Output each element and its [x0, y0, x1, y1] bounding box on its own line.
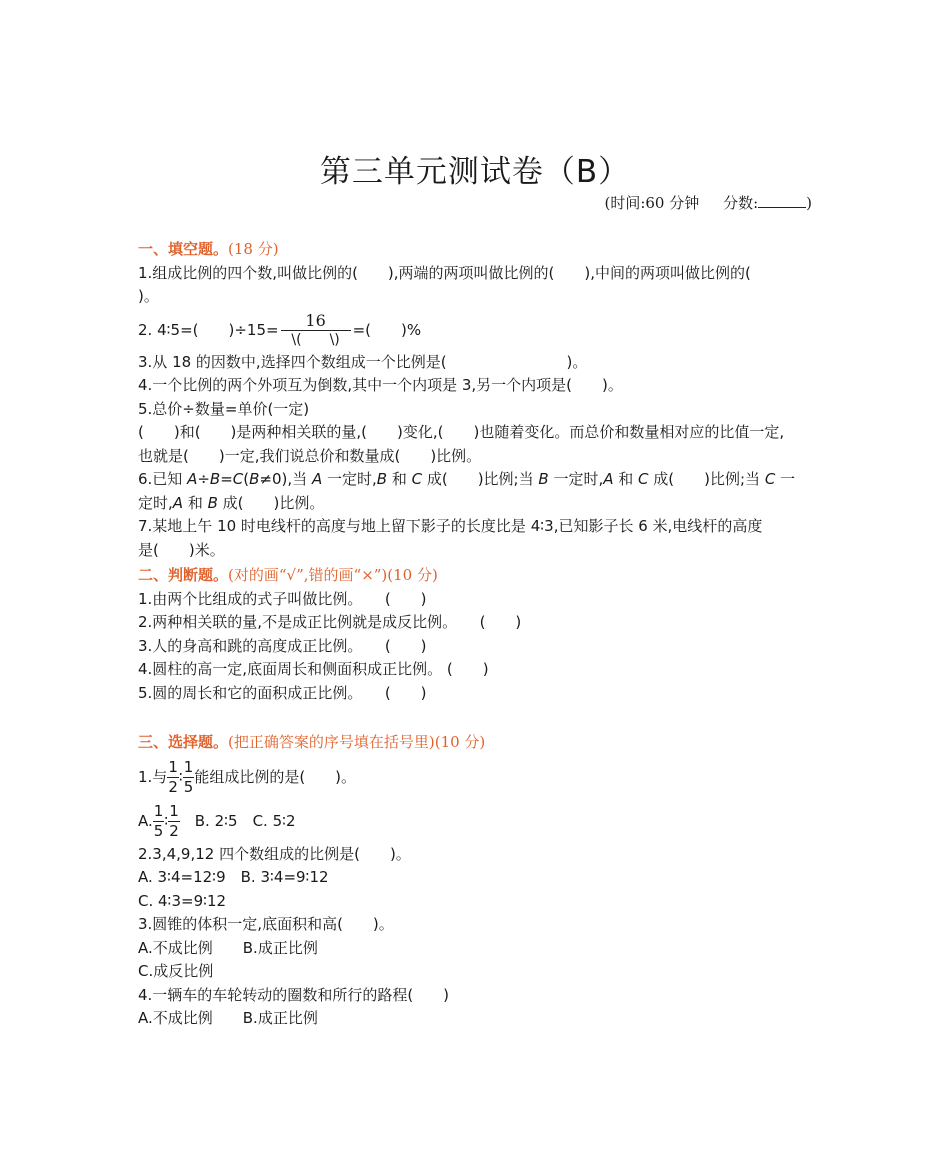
fraction-numerator: 1: [169, 801, 179, 820]
q6-var: B: [376, 470, 388, 488]
q6-var: C: [411, 470, 423, 488]
fraction-denominator: 2: [169, 821, 179, 840]
question-3-1-options: [138, 799, 818, 843]
exam-meta: [604, 192, 812, 213]
question-3-3-options-ab: A.不成比例 B.成正比例: [138, 938, 318, 957]
q3-1-prefix: 1.与: [138, 767, 168, 786]
q6-var: A: [603, 470, 614, 488]
fraction-numerator: 1: [153, 801, 164, 820]
question-1-5b: ( )和( )是两种相关联的量,( )变化,( )也随着变化。而总价和数量相对应的比值一定,: [138, 423, 785, 441]
question-3-2-options-ab: A. 3∶4=12∶9 B. 3∶4=9∶12: [138, 868, 329, 886]
section-title: 三、选择题。: [138, 733, 229, 751]
question-2-4: 4.圆柱的高一定,底面周长和侧面积成正比例。 ( ): [138, 660, 489, 678]
fraction-half: [167, 758, 179, 797]
page-title: 第三单元测试卷（B）: [319, 154, 631, 190]
question-1-1a: 1.组成比例的四个数,叫做比例的( ),两端的两项叫做比例的( ),中间的两项叫做比例的(: [138, 263, 751, 282]
q6-var: C: [638, 470, 649, 488]
q3-1-suffix: 能组成比例的是( )。: [194, 767, 357, 786]
q6-text: 和: [387, 470, 412, 488]
question-3-3-option-c: C.成反比例: [138, 962, 214, 980]
q6-text: 一定时,: [548, 470, 604, 488]
q6-text: (: [243, 470, 250, 488]
q6-text: 和: [183, 493, 208, 512]
q6-text: 一: [775, 470, 796, 488]
q6-text: 成( )比例;当: [422, 470, 539, 488]
q6-text: 6.已知: [138, 470, 188, 488]
question-1-5a: 5.总价÷数量=单价(一定): [138, 399, 310, 418]
score-blank[interactable]: [758, 193, 806, 208]
section-note: (对的画“√”,错的画“×”)(10 分): [228, 566, 438, 584]
question-1-3: 3.从 18 的因数中,选择四个数组成一个比例是( )。: [138, 352, 588, 371]
q6-var: C: [764, 470, 776, 488]
exam-content: [138, 236, 818, 1031]
section-note: (18 分): [228, 240, 279, 258]
q6-text: 成( )比例;当: [648, 470, 765, 488]
question-3-2-option-c: C. 4∶3=9∶12: [138, 891, 227, 910]
section-heading-multiple-choice: [138, 731, 818, 755]
q6-var: A: [311, 470, 323, 488]
question-1-7a: 7.某地上午 10 时电线杆的高度与地上留下影子的长度比是 4∶3,已知影子长 6 米,电线杆的高度: [138, 517, 763, 535]
question-2-2: 2.两种相关联的量,不是成正比例就是成反比例。 ( ): [138, 613, 522, 631]
question-1-1b: )。: [138, 287, 159, 305]
q6-text: 定时,: [138, 493, 173, 512]
score-label: 分数:: [723, 194, 759, 212]
ratio-colon: ∶: [164, 811, 169, 830]
fraction-denominator: 2: [168, 777, 178, 796]
question-1-4: 4.一个比例的两个外项互为倒数,其中一个内项是 3,另一个内项是( )。: [138, 376, 623, 394]
fraction-numerator: 1: [183, 757, 194, 776]
q2-fraction: [281, 311, 351, 350]
option-a-label: A.: [138, 811, 153, 830]
q6-text: 成( )比例。: [217, 493, 325, 512]
question-3-4-options-ab: A.不成比例 B.成正比例: [138, 1009, 318, 1027]
time-limit: (时间:60 分钟: [604, 194, 700, 212]
question-3-3: 3.圆锥的体积一定,底面积和高( )。: [138, 915, 394, 933]
q2-fraction-numerator: 16: [281, 311, 351, 331]
option-a-fraction-1: [153, 802, 165, 841]
question-1-7b: 是( )米。: [138, 540, 225, 559]
question-2-3: 3.人的身高和跳的高度成正比例。 ( ): [138, 636, 427, 655]
option-a-fraction-2: [168, 802, 180, 841]
section-note: (把正确答案的序号填在括号里)(10 分): [228, 733, 486, 751]
meta-close: ): [806, 194, 812, 212]
ratio-colon: ∶: [178, 767, 183, 786]
question-2-5: 5.圆的周长和它的面积成正比例。 ( ): [138, 683, 427, 702]
fraction-denominator: 5: [153, 821, 164, 840]
question-3-2: 2.3,4,9,12 四个数组成的比例是( )。: [138, 844, 411, 863]
q6-var: B: [538, 470, 549, 488]
q6-var: A÷B=C: [187, 470, 244, 488]
question-2-1: 1.由两个比组成的式子叫做比例。 ( ): [138, 589, 427, 608]
q6-text: 一定时,: [322, 470, 377, 488]
question-3-4: 4.一辆车的车轮转动的圈数和所行的路程( ): [138, 985, 450, 1004]
q6-var: A: [172, 493, 184, 512]
question-1-5c: 也就是( )一定,我们说总价和数量成( )比例。: [138, 446, 482, 465]
q6-text: 和: [613, 470, 639, 488]
fraction-numerator: 1: [168, 757, 178, 776]
section-heading-fill-blank: [138, 238, 818, 262]
question-1-2: [138, 309, 818, 351]
section-title: 一、填空题。: [138, 240, 229, 258]
question-3-1: [138, 755, 818, 799]
section-heading-true-false: [138, 564, 818, 588]
q2-fraction-denominator: \( \): [291, 331, 340, 348]
fraction-denominator: 5: [183, 777, 194, 796]
options-b-c: B. 2∶5 C. 5∶2: [179, 811, 296, 830]
q6-var: B: [207, 493, 218, 512]
q6-text: ≠0),当: [259, 470, 312, 488]
q2-suffix: =( )%: [352, 320, 422, 339]
section-title: 二、判断题。: [138, 566, 229, 584]
question-1-6b: [138, 492, 818, 516]
q6-var: B: [249, 470, 260, 488]
spacer: [138, 705, 818, 729]
question-1-6a: [138, 468, 818, 492]
q2-prefix: 2. 4∶5=( )÷15=: [138, 320, 279, 339]
fraction-fifth: [183, 758, 195, 797]
